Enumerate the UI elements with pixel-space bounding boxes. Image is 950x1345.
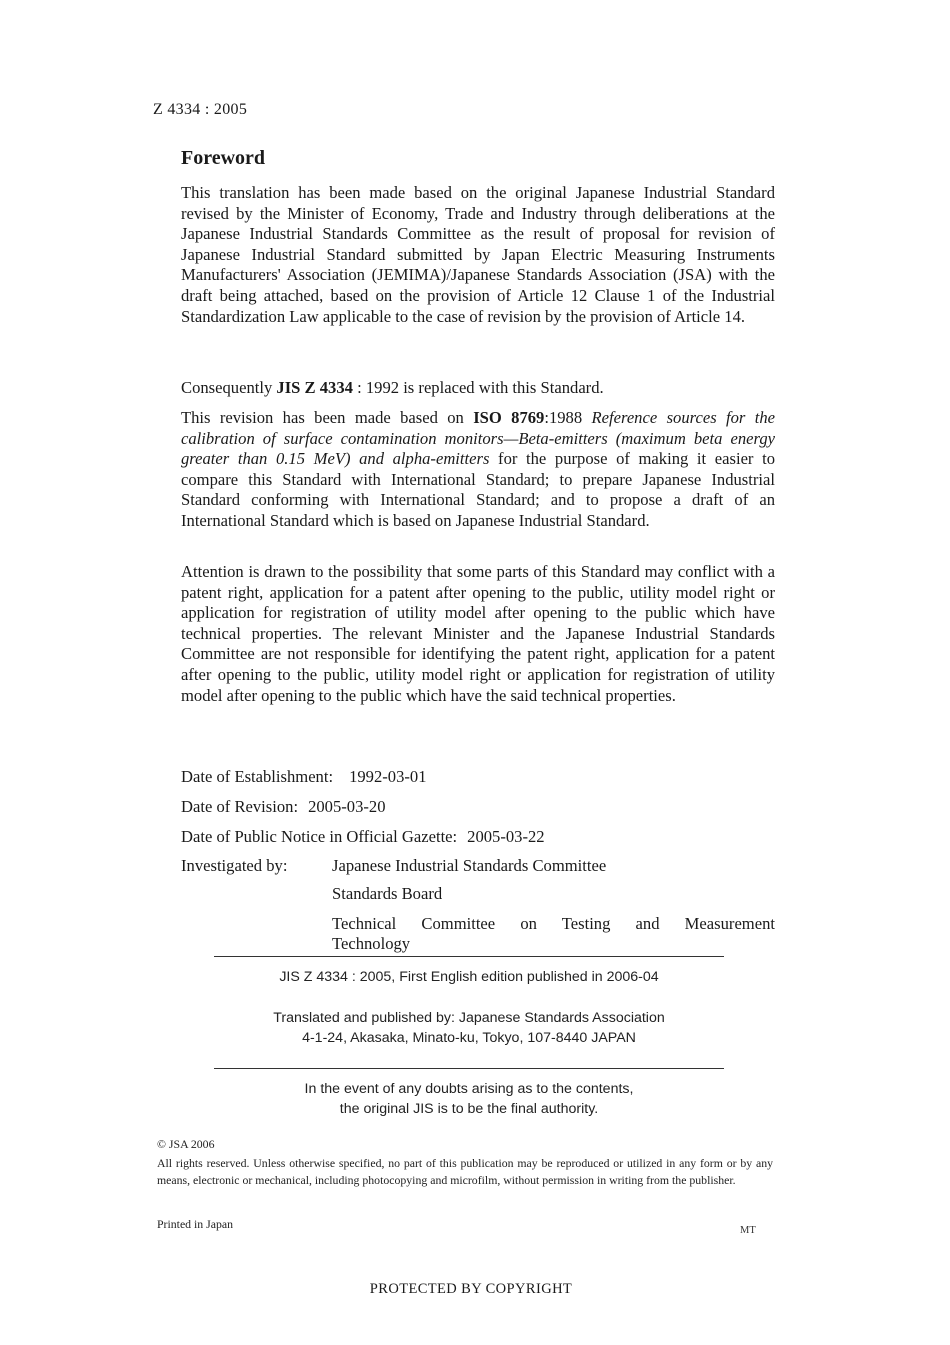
date-of-gazette-notice — [181, 827, 545, 847]
p2-prefix: Consequently — [181, 378, 277, 397]
p3-prefix: This revision has been made based on — [181, 408, 474, 427]
investigator-technical-committee-cont: Technology — [332, 934, 411, 953]
revision-label: Date of Revision: — [181, 797, 299, 816]
iso-standard-ref: ISO 8769 — [473, 408, 545, 427]
investigated-by-label: Investigated by: — [181, 856, 288, 875]
date-of-establishment — [181, 767, 427, 787]
copyright-notice: © JSA 2006 — [157, 1137, 215, 1151]
p3-suffix: for the purpose of making it easier to compare this Standard with International Standard; to prepare Japanese Industrial Standard conforming with International Standard; and to propose a draft of an International Standard which is based on Japanese Industrial Standard. — [181, 449, 775, 530]
authority-note-line-2: the original JIS is to be the final authority. — [339, 1101, 599, 1117]
rights-reserved-notice: All rights reserved. Unless otherwise specified, no part of this publication may be reproduced or utilized in any form or by any means, electronic or mechanical, including photocopying and microfilm, without permission in writing from the publisher. — [157, 1156, 773, 1187]
replaced-standard-ref: JIS Z 4334 — [276, 378, 353, 397]
gazette-label: Date of Public Notice in Official Gazette: — [181, 827, 458, 846]
print-code: MT — [740, 1225, 756, 1236]
foreword-paragraph-1: This translation has been made based on the original Japanese Industrial Standard revised by the Minister of Economy, Trade and Industry through deliberations at the Japanese Industrial Standards Committee as the result of proposal for revision of Japanese Industrial Standard submitted by Japan Electric Measuring Instruments Manufacturers' Association (JEMIMA)/Japanese Standards Association (JSA) with the draft being attached, based on the provision of Article 12 Clause 1 of the Industrial Standardization Law applicable to the case of revision by the provision of Article 14. — [181, 183, 775, 326]
foreword-paragraph-3 — [181, 408, 775, 532]
establishment-value: 1992-03-01 — [349, 767, 427, 786]
authority-note-line-1: In the event of any doubts arising as to the contents, — [304, 1081, 634, 1097]
edition-line: JIS Z 4334 : 2005, First English edition published in 2006-04 — [279, 969, 659, 985]
gazette-value: 2005-03-22 — [467, 827, 545, 846]
printed-in-japan: Printed in Japan — [157, 1217, 234, 1231]
iso-standard-title: Reference sources for the calibration of surface contamination monitors—Beta-emitters (maximum beta energy greater than 0.15 MeV) and alpha-emitters — [181, 408, 775, 469]
document-number: Z 4334 : 2005 — [153, 101, 248, 118]
translated-by-line: Translated and published by: Japanese Standards Association — [273, 1010, 665, 1026]
foreword-paragraph-4: Attention is drawn to the possibility that some parts of this Standard may conflict with a patent right, application for a patent after opening to the public, utility model right or application for registration of utility model after opening to the public which have technical properties. The relevant Minister and the Japanese Industrial Standards Committee are not responsible for identifying the patent right, application for a patent after opening to the public, utility model right or application for registration of utility model after opening to the public which have the said technical properties. — [181, 562, 775, 705]
investigator-committee: Japanese Industrial Standards Committee — [332, 856, 607, 875]
divider-top — [214, 956, 724, 957]
establishment-label: Date of Establishment: — [181, 767, 334, 786]
foreword-heading: Foreword — [181, 147, 266, 169]
protected-by-copyright-footer: PROTECTED BY COPYRIGHT — [369, 1281, 573, 1297]
publisher-address: 4-1-24, Akasaka, Minato-ku, Tokyo, 107-8440 JAPAN — [302, 1030, 636, 1046]
divider-bottom — [214, 1068, 724, 1069]
foreword-paragraph-2 — [181, 378, 775, 399]
revision-value: 2005-03-20 — [308, 797, 386, 816]
p2-suffix: : 1992 is replaced with this Standard. — [352, 378, 604, 397]
investigator-technical-committee: Technical Committee on Testing and Measurement — [332, 914, 775, 933]
date-of-revision — [181, 797, 386, 817]
investigator-board: Standards Board — [332, 884, 443, 903]
iso-year: :1988 — [544, 408, 592, 427]
